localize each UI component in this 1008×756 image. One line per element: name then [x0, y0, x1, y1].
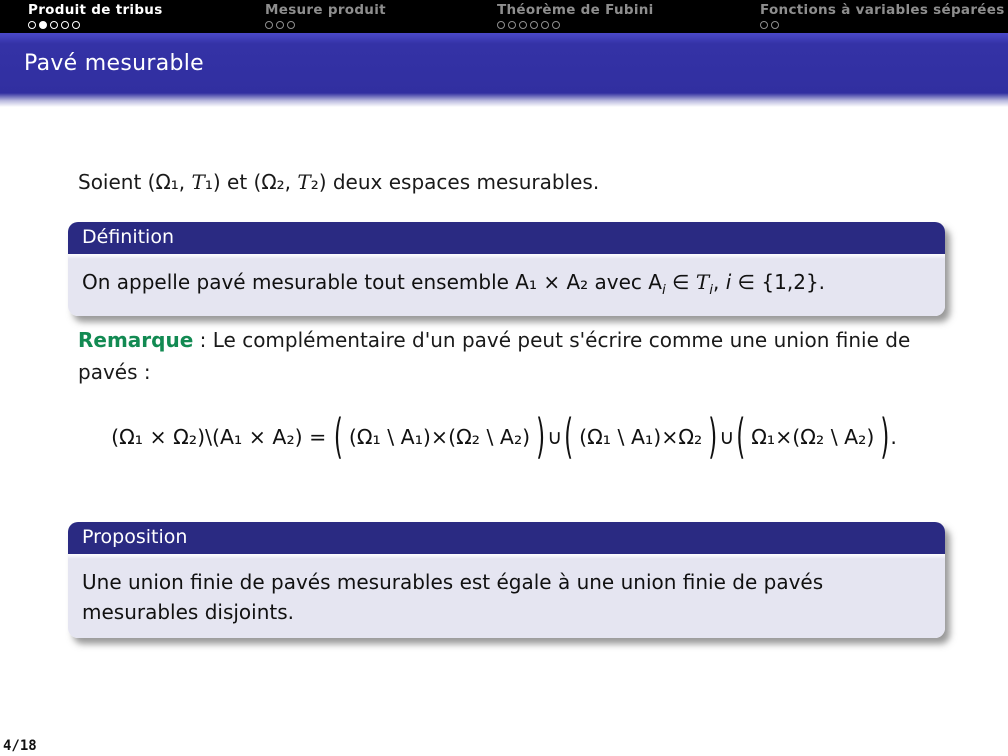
definition-body	[68, 259, 945, 316]
nav-section-label[interactable]: Produit de tribus	[28, 2, 163, 18]
nav-section-label[interactable]: Fonctions à variables séparées	[760, 2, 1005, 18]
remark-label: Remarque	[78, 328, 194, 352]
nav-dot[interactable]	[61, 21, 69, 29]
text-segment: (	[564, 411, 574, 465]
nav-section-4[interactable]	[760, 2, 1005, 29]
definition-block	[68, 222, 945, 316]
proposition-block	[68, 522, 945, 638]
nav-section-3[interactable]	[497, 2, 654, 29]
nav-dot[interactable]	[265, 21, 273, 29]
nav-dot[interactable]	[39, 21, 47, 29]
text-segment: ∪	[547, 425, 563, 449]
text-segment: )	[708, 411, 718, 465]
text-segment: (	[736, 411, 746, 465]
nav-section-2[interactable]	[265, 2, 386, 29]
nav-section-1[interactable]	[28, 2, 163, 29]
nav-dot[interactable]	[771, 21, 779, 29]
nav-dot[interactable]	[50, 21, 58, 29]
text-segment: ∈	[665, 270, 696, 294]
text-segment: i	[725, 270, 732, 294]
nav-dot[interactable]	[552, 21, 560, 29]
formula	[24, 400, 984, 474]
text-segment: T	[297, 170, 311, 194]
text-segment: (Ω₁ × Ω₂)\(A₁ × A₂) =	[111, 425, 333, 449]
frametitle-shadow	[0, 93, 1008, 107]
text-segment: i	[709, 282, 713, 298]
text-segment: ₂) deux espaces mesurables.	[310, 170, 600, 194]
nav-dots	[28, 21, 163, 29]
nav-dot[interactable]	[760, 21, 768, 29]
text-segment: Ω₁×(Ω₂ \ A₂)	[751, 425, 875, 449]
text-segment: ,	[713, 270, 726, 294]
nav-dot[interactable]	[530, 21, 538, 29]
text-segment: ₁) et (Ω₂,	[204, 170, 298, 194]
nav-dot[interactable]	[508, 21, 516, 29]
intro-text	[78, 170, 599, 194]
nav-dot[interactable]	[541, 21, 549, 29]
nav-dot[interactable]	[72, 21, 80, 29]
nav-dot[interactable]	[287, 21, 295, 29]
nav-dots	[497, 21, 654, 29]
nav-dots	[265, 21, 386, 29]
text-segment: On appelle pavé mesurable tout ensemble A₁ × A₂ avec A	[82, 270, 662, 294]
nav-section-label[interactable]: Mesure produit	[265, 2, 386, 18]
page-number: 4/18	[3, 738, 37, 754]
text-segment: T	[191, 170, 205, 194]
nav-dot[interactable]	[28, 21, 36, 29]
proposition-body: Une union finie de pavés mesurables est égale à une union finie de pavés mesurables disjoints.	[68, 559, 945, 638]
nav-bar	[0, 0, 1008, 33]
proposition-title: Proposition	[68, 522, 945, 554]
nav-dots	[760, 21, 1005, 29]
remark-paragraph	[78, 324, 928, 388]
definition-title: Définition	[68, 222, 945, 254]
text-segment: )	[880, 411, 890, 465]
text-segment: ∪	[719, 425, 735, 449]
nav-section-label[interactable]: Théorème de Fubini	[497, 2, 654, 18]
frametitle-bar	[0, 33, 1008, 93]
text-segment: (Ω₁ \ A₁)×(Ω₂ \ A₂)	[348, 425, 531, 449]
text-segment: i	[661, 282, 666, 298]
text-segment: T	[695, 270, 710, 294]
remark-text: : Le complémentaire d'un pavé peut s'écrire comme une union finie de pavés :	[78, 328, 911, 384]
frame-title: Pavé mesurable	[24, 50, 205, 76]
nav-dot[interactable]	[276, 21, 284, 29]
text-segment: ∈ {1,2}.	[731, 270, 826, 294]
text-segment: .	[890, 425, 897, 449]
text-segment: Soient (Ω₁,	[78, 170, 192, 194]
text-segment: (	[333, 411, 343, 465]
nav-dot[interactable]	[519, 21, 527, 29]
text-segment: (Ω₁ \ A₁)×Ω₂	[579, 425, 703, 449]
nav-dot[interactable]	[497, 21, 505, 29]
text-segment: )	[536, 411, 546, 465]
